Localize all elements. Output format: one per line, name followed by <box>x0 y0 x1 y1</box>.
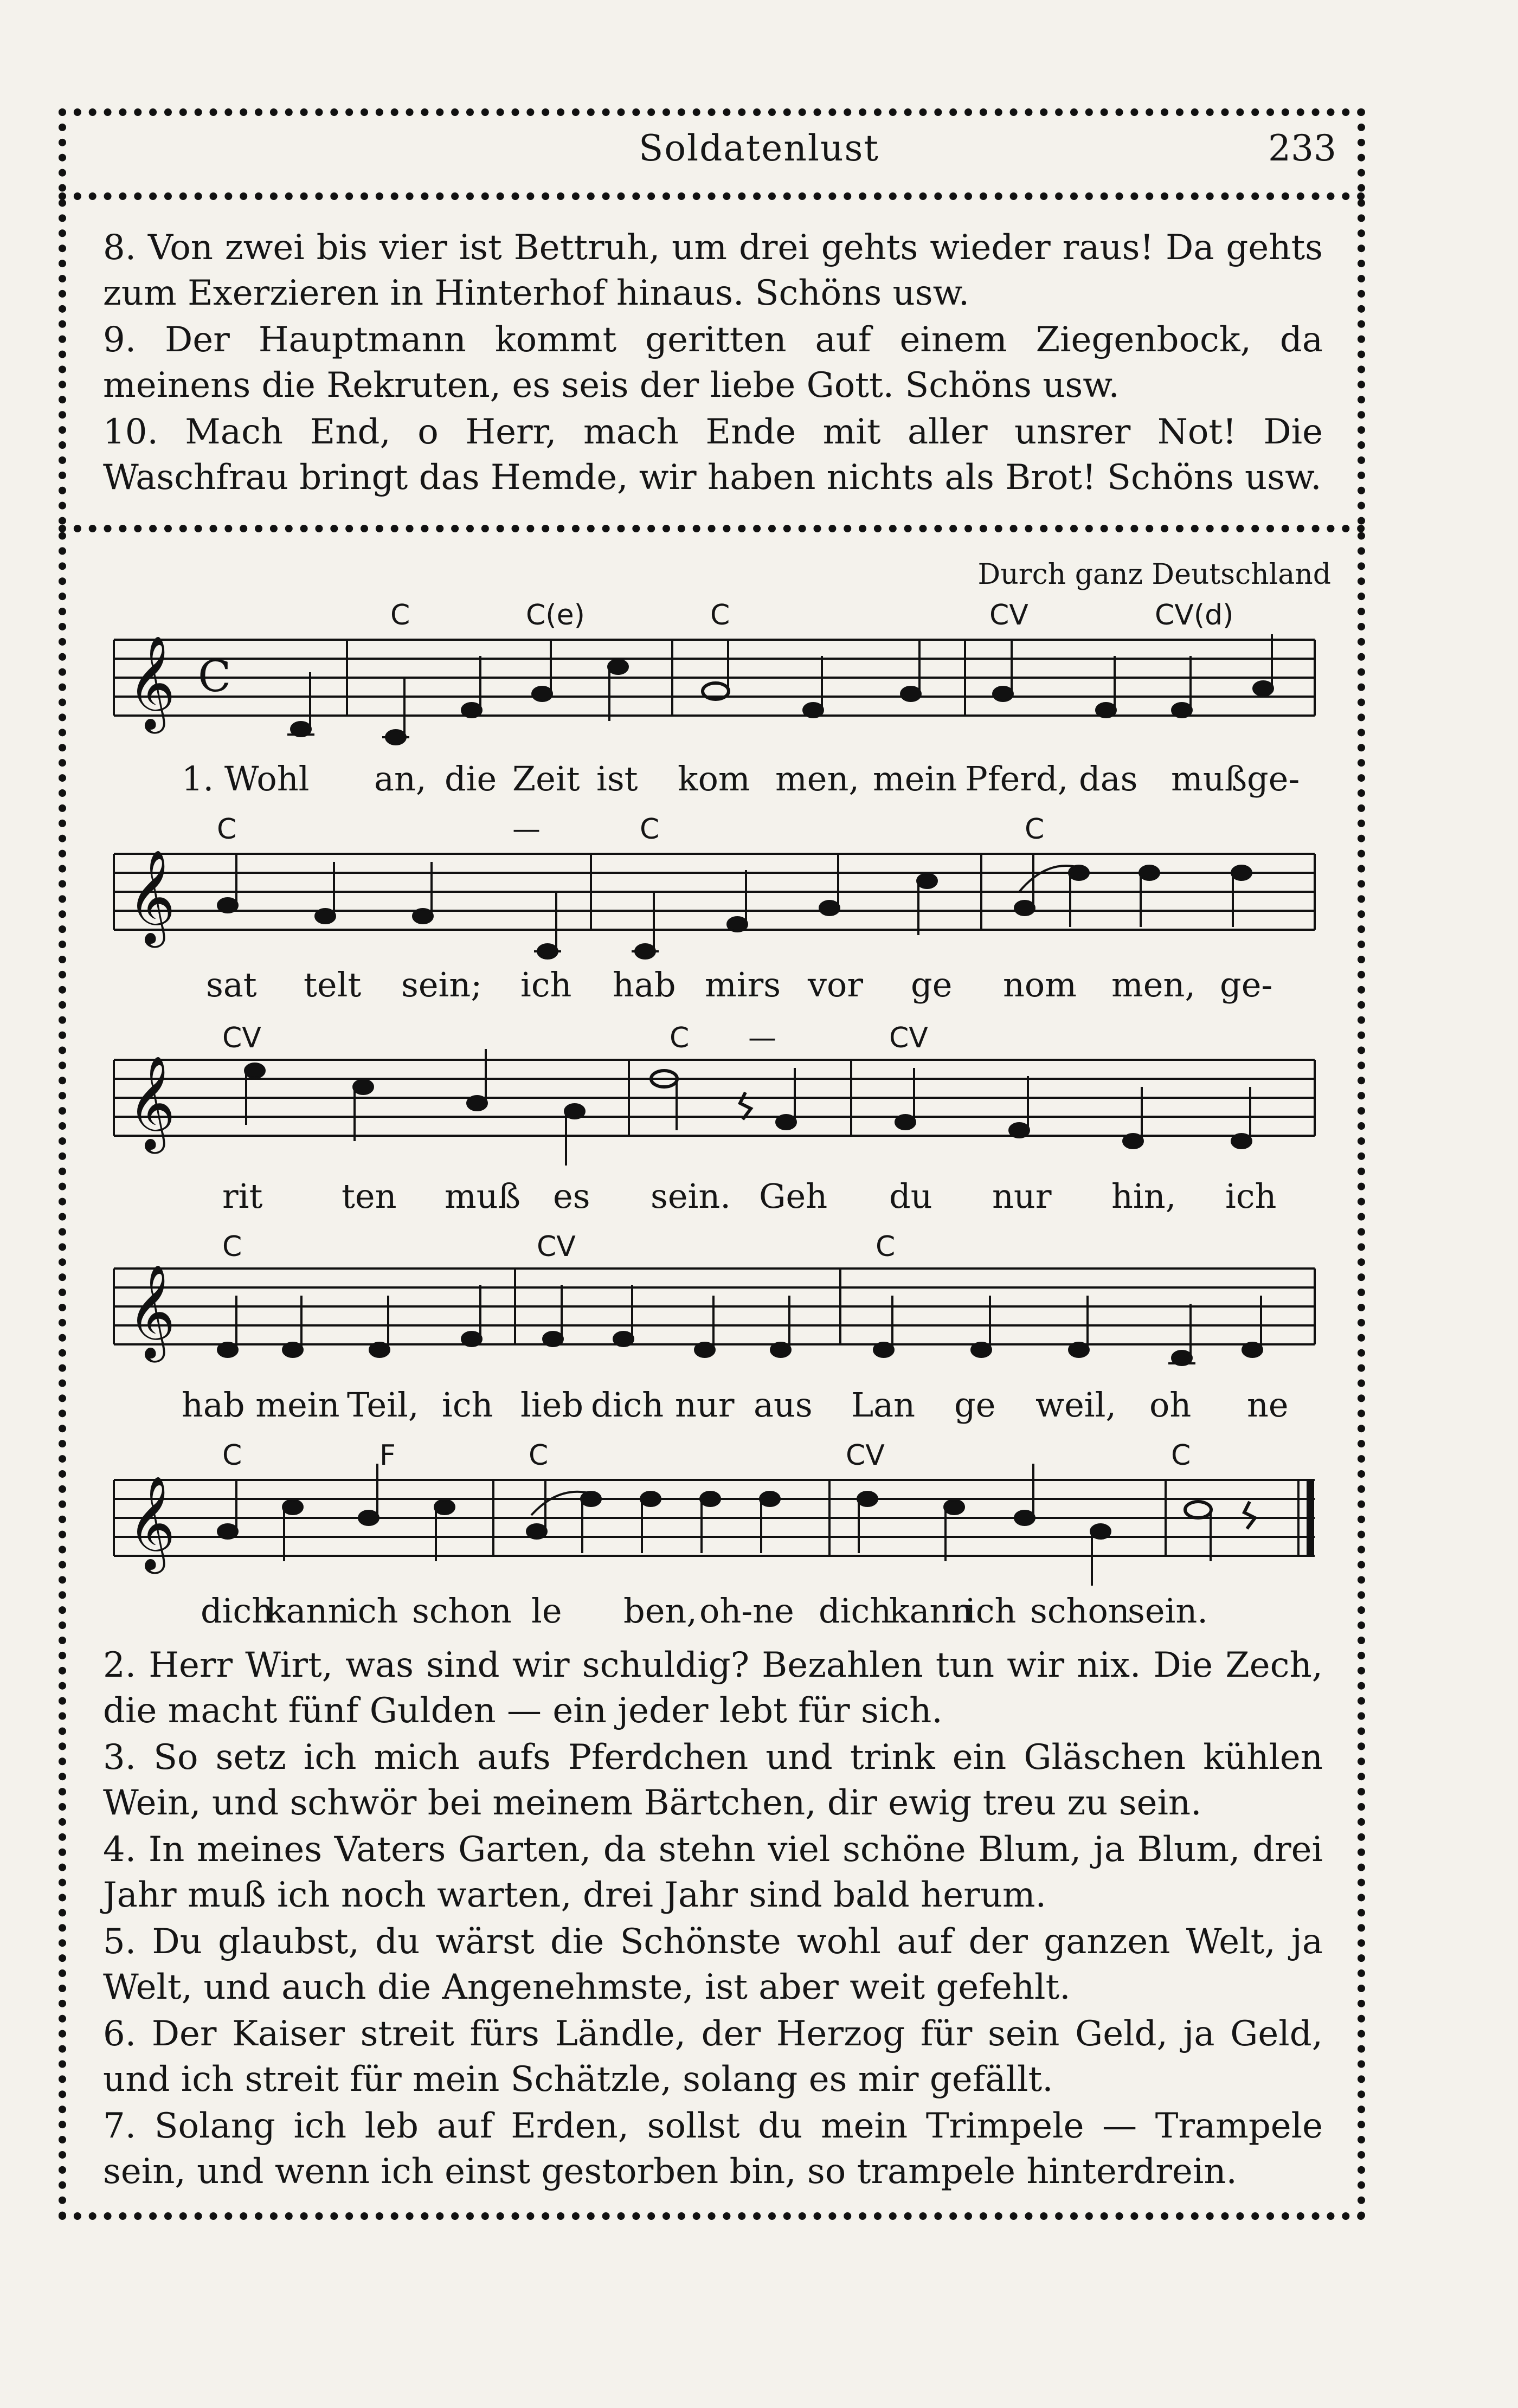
lyric-syllable: ne <box>1247 1385 1289 1425</box>
page-number: 233 <box>1268 127 1336 169</box>
svg-text:𝄞: 𝄞 <box>127 849 176 944</box>
verse-3: 3. So setz ich mich aufs Pferdchen und trink ein Gläschen kühlen Wein, und schwör bei meinem Bärtchen, dir ewig treu zu sein. <box>103 1737 1323 1823</box>
lyric-syllable: sein; <box>401 965 483 1005</box>
chord: C <box>222 1231 242 1263</box>
lyric-syllable: Lan <box>851 1385 916 1425</box>
music-staff-2 <box>0 838 1518 978</box>
lyric-syllable: ge <box>911 965 953 1005</box>
chord: F <box>380 1439 396 1472</box>
lyric-syllable: oh <box>1149 1385 1192 1425</box>
lyric-syllable: kom <box>678 759 750 799</box>
lyric-syllable: kann <box>889 1591 973 1631</box>
lyric-syllable: vor <box>808 965 863 1005</box>
lyric-syllable: lieb <box>520 1385 584 1425</box>
chord: CV <box>989 599 1028 632</box>
lyric-syllable: schon <box>1030 1591 1130 1631</box>
lyric-syllable: schon <box>412 1591 512 1631</box>
lyric-syllable: mein <box>873 759 957 799</box>
verse-8: 8. Von zwei bis vier ist Bettruh, um drei gehts wieder raus! Da gehts zum Exerzieren in Hinterhof hinaus. Schöns usw. <box>103 228 1323 313</box>
verse-10: 10. Mach End, o Herr, mach Ende mit aller unsrer Not! Die Waschfrau bringt das Hemde, wir haben nichts als Brot! Schöns usw. <box>103 412 1323 498</box>
lyric-syllable: es <box>553 1176 590 1216</box>
lyric-syllable: ge- <box>1247 759 1300 799</box>
chord: CV <box>537 1231 576 1263</box>
svg-text:C: C <box>198 651 231 701</box>
chord: C <box>670 1022 690 1054</box>
lyric-syllable: ich <box>520 965 572 1005</box>
chord: C(e) <box>526 599 585 632</box>
svg-text:𝄞: 𝄞 <box>127 635 176 730</box>
lyric-syllable: aus <box>754 1385 813 1425</box>
lyric-syllable: dich <box>591 1385 664 1425</box>
header-rule <box>59 192 1365 200</box>
chord: C <box>222 1439 242 1472</box>
svg-text:𝄞: 𝄞 <box>127 1264 176 1358</box>
lyric-syllable: sat <box>206 965 257 1005</box>
lyric-syllable: le <box>531 1591 562 1631</box>
chord: CV <box>889 1022 928 1054</box>
lyric-syllable: muß <box>1171 759 1247 799</box>
lyric-syllable: ich <box>442 1385 493 1425</box>
chord: CV <box>222 1022 261 1054</box>
svg-text:𝄞: 𝄞 <box>127 1476 176 1570</box>
lyric-syllable: hab mein <box>182 1385 340 1425</box>
chord: C <box>710 599 730 632</box>
chord: C <box>217 813 237 846</box>
lyric-syllable: ge <box>954 1385 996 1425</box>
verse-2: 2. Herr Wirt, was sind wir schuldig? Bezahlen tun wir nix. Die Zech, die macht fünf Gulden — ein jeder lebt für sich. <box>103 1645 1323 1731</box>
lyric-syllable: kann <box>266 1591 350 1631</box>
lyric-syllable: oh-ne <box>699 1591 794 1631</box>
lyric-syllable: sein. <box>651 1176 731 1216</box>
lyric-syllable: Pferd, <box>965 759 1069 799</box>
lyric-syllable: ist <box>596 759 638 799</box>
verse-4: 4. In meines Vaters Garten, da stehn viel schöne Blum, ja Blum, drei Jahr muß ich noch warten, drei Jahr sind bald herum. <box>103 1830 1323 1915</box>
chord: C <box>1171 1439 1191 1472</box>
lyric-syllable: das <box>1079 759 1138 799</box>
lyric-syllable: hin, <box>1111 1176 1176 1216</box>
lyric-syllable: men, <box>775 759 860 799</box>
lyric-syllable: ich <box>1225 1176 1277 1216</box>
lyric-syllable: ge- <box>1220 965 1273 1005</box>
source-credit: Durch ganz Deutschland <box>977 558 1331 591</box>
music-staff-3 <box>0 1044 1518 1184</box>
section-rule <box>59 525 1365 532</box>
chord: — <box>512 813 541 846</box>
lyric-syllable: Zeit <box>512 759 580 799</box>
chord: C <box>640 813 660 846</box>
chord: C <box>390 599 410 632</box>
music-staff-1 <box>0 623 1518 764</box>
chord: CV(d) <box>1155 599 1234 632</box>
verse-6: 6. Der Kaiser streit fürs Ländle, der Herzog für sein Geld, ja Geld, und ich streit für mein Schätzle, solang es mir gefällt. <box>103 2014 1323 2100</box>
verse-5: 5. Du glaubst, du wärst die Schönste wohl auf der ganzen Welt, ja Welt, und auch die Angenehmste, ist aber weit gefehlt. <box>103 1922 1323 2007</box>
lyric-syllable: du <box>889 1176 932 1216</box>
lyric-syllable: dich <box>819 1591 892 1631</box>
lyric-syllable: mirs <box>705 965 781 1005</box>
lyric-syllable: nur <box>675 1385 735 1425</box>
lyric-syllable: ten <box>342 1176 397 1216</box>
chord: C <box>1025 813 1045 846</box>
verse-7: 7. Solang ich leb auf Erden, sollst du mein Trimpele — Trampele sein, und wenn ich einst gestorben bin, so trampele hinterdrein. <box>103 2106 1323 2192</box>
lyric-syllable: die <box>445 759 497 799</box>
lyric-syllable: Geh <box>759 1176 828 1216</box>
lyric-syllable: nur <box>992 1176 1052 1216</box>
lyric-syllable: dich <box>201 1591 274 1631</box>
lyric-syllable: telt <box>304 965 362 1005</box>
music-staff-5 <box>0 1464 1518 1605</box>
lyric-syllable: weil, <box>1035 1385 1117 1425</box>
page-title: Soldatenlust <box>639 127 879 169</box>
lyric-syllable: men, <box>1111 965 1196 1005</box>
chord: CV <box>846 1439 885 1472</box>
lyric-syllable: Teil, <box>347 1385 419 1425</box>
lyric-syllable: 1. Wohl <box>182 759 310 799</box>
lyric-syllable: nom <box>1003 965 1077 1005</box>
lyric-syllable: an, <box>374 759 427 799</box>
chord: — <box>748 1022 776 1054</box>
lyric-syllable: ich <box>965 1591 1017 1631</box>
lyric-syllable: muß <box>445 1176 521 1216</box>
chord: C <box>876 1231 896 1263</box>
lyric-syllable: sein. <box>1128 1591 1208 1631</box>
music-staff-4 <box>0 1252 1518 1393</box>
lyric-syllable: hab <box>613 965 676 1005</box>
svg-text:𝄞: 𝄞 <box>127 1055 176 1150</box>
lyric-syllable: ich <box>347 1591 398 1631</box>
lyric-syllable: rit <box>222 1176 263 1216</box>
chord: C <box>529 1439 549 1472</box>
lyric-syllable: ben, <box>623 1591 698 1631</box>
verse-9: 9. Der Hauptmann kommt geritten auf einem Ziegenbock, da meinens die Rekruten, es seis der liebe Gott. Schöns usw. <box>103 320 1323 405</box>
